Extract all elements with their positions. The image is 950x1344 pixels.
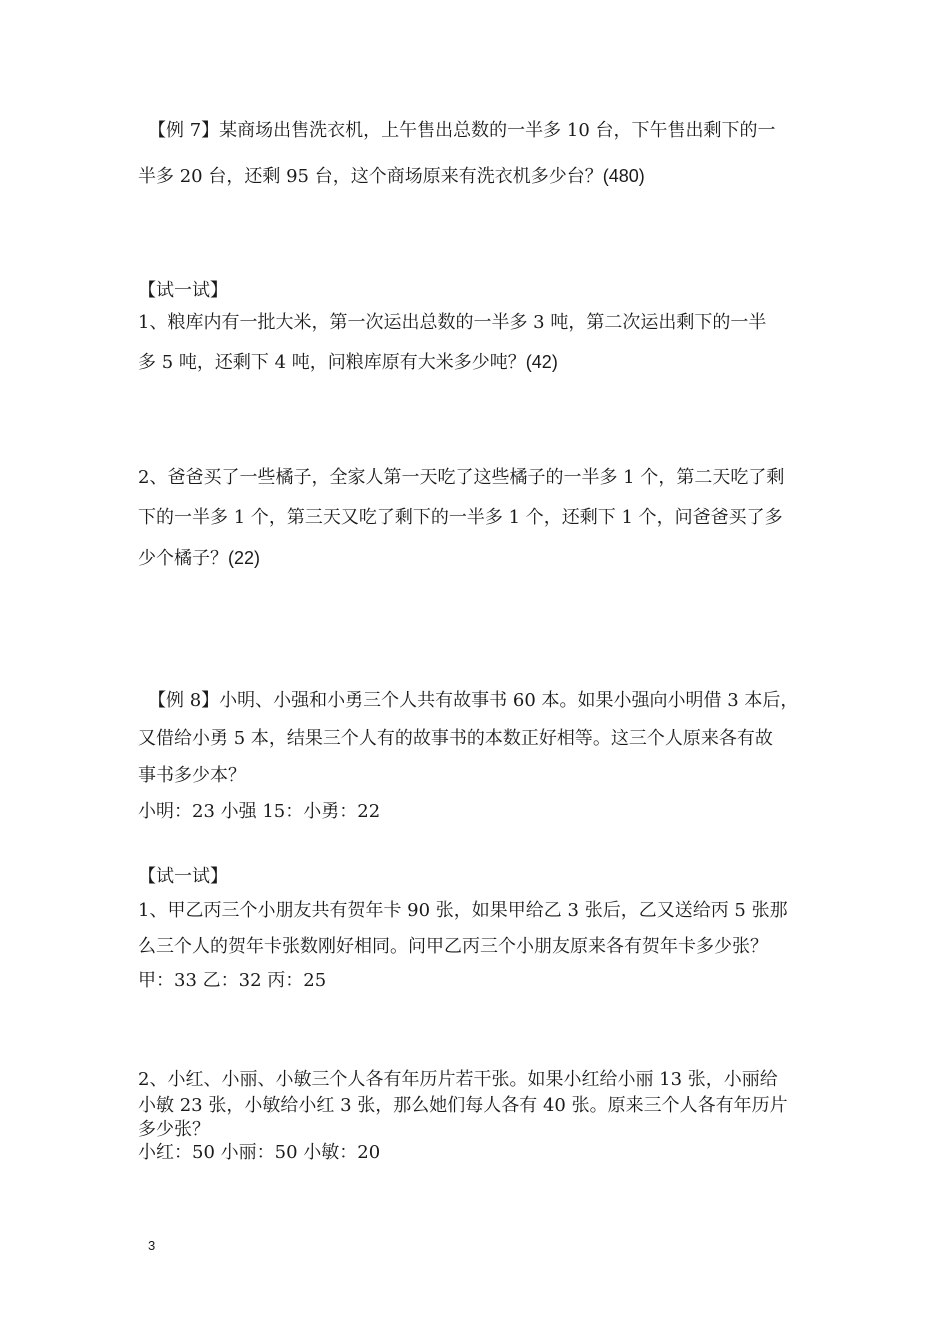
try1-q2-line2: 下的一半多 1 个，第三天又吃了剩下的一半多 1 个，还剩下 1 个，问爸爸买了多 xyxy=(138,507,783,528)
try1-q2-text: 少个橘子？ xyxy=(138,548,228,569)
page-number: 3 xyxy=(148,1238,156,1253)
try2-q2-line2: 小敏 23 张，小敏给小红 3 张，那么她们每人各有 40 张。原来三个人各有年历片 xyxy=(138,1095,788,1116)
try1-q2-line1: 2、爸爸买了一些橘子，全家人第一天吃了这些橘子的一半多 1 个，第二天吃了剩 xyxy=(138,467,785,488)
try1-q1-line2 xyxy=(138,350,558,375)
example7-line1: 【例 7】某商场出售洗衣机，上午售出总数的一半多 10 台，下午售出剩下的一 xyxy=(148,120,776,141)
try1-q1-text: 多 5 吨，还剩下 4 吨，问粮库原有大米多少吨？ xyxy=(138,352,526,373)
example7-line2 xyxy=(138,164,645,189)
example7-answer: (480) xyxy=(602,166,645,186)
try2-q2-answer: 小红：50 小丽：50 小敏：20 xyxy=(138,1142,381,1163)
try2-q1-line2: 么三个人的贺年卡张数刚好相同。问甲乙丙三个小朋友原来各有贺年卡多少张？ xyxy=(138,936,768,957)
try2-q2-line3: 多少张？ xyxy=(138,1119,210,1140)
try2-q1-line1: 1、甲乙丙三个小朋友共有贺年卡 90 张，如果甲给乙 3 张后，乙又送给丙 5 张那 xyxy=(138,900,788,921)
example7-text: 半多 20 台，还剩 95 台，这个商场原来有洗衣机多少台？ xyxy=(138,166,603,187)
example8-line3: 事书多少本？ xyxy=(138,765,246,786)
example8-line1: 【例 8】小明、小强和小勇三个人共有故事书 60 本。如果小强向小明借 3 本后， xyxy=(148,690,799,711)
try2-heading: 【试一试】 xyxy=(138,866,228,887)
try1-q1-answer: (42) xyxy=(525,352,558,372)
try2-q1-answer: 甲：33 乙：32 丙：25 xyxy=(138,970,327,991)
try1-q2-answer: (22) xyxy=(228,548,261,568)
example8-line2: 又借给小勇 5 本，结果三个人有的故事书的本数正好相等。这三个人原来各有故 xyxy=(138,728,773,749)
try1-q2-line3 xyxy=(138,546,260,571)
try2-q2-line1: 2、小红、小丽、小敏三个人各有年历片若干张。如果小红给小丽 13 张，小丽给 xyxy=(138,1069,778,1090)
try1-q1-line1: 1、粮库内有一批大米，第一次运出总数的一半多 3 吨，第二次运出剩下的一半 xyxy=(138,312,767,333)
try1-heading: 【试一试】 xyxy=(138,280,228,301)
example8-answer: 小明：23 小强 15：小勇：22 xyxy=(138,801,381,822)
